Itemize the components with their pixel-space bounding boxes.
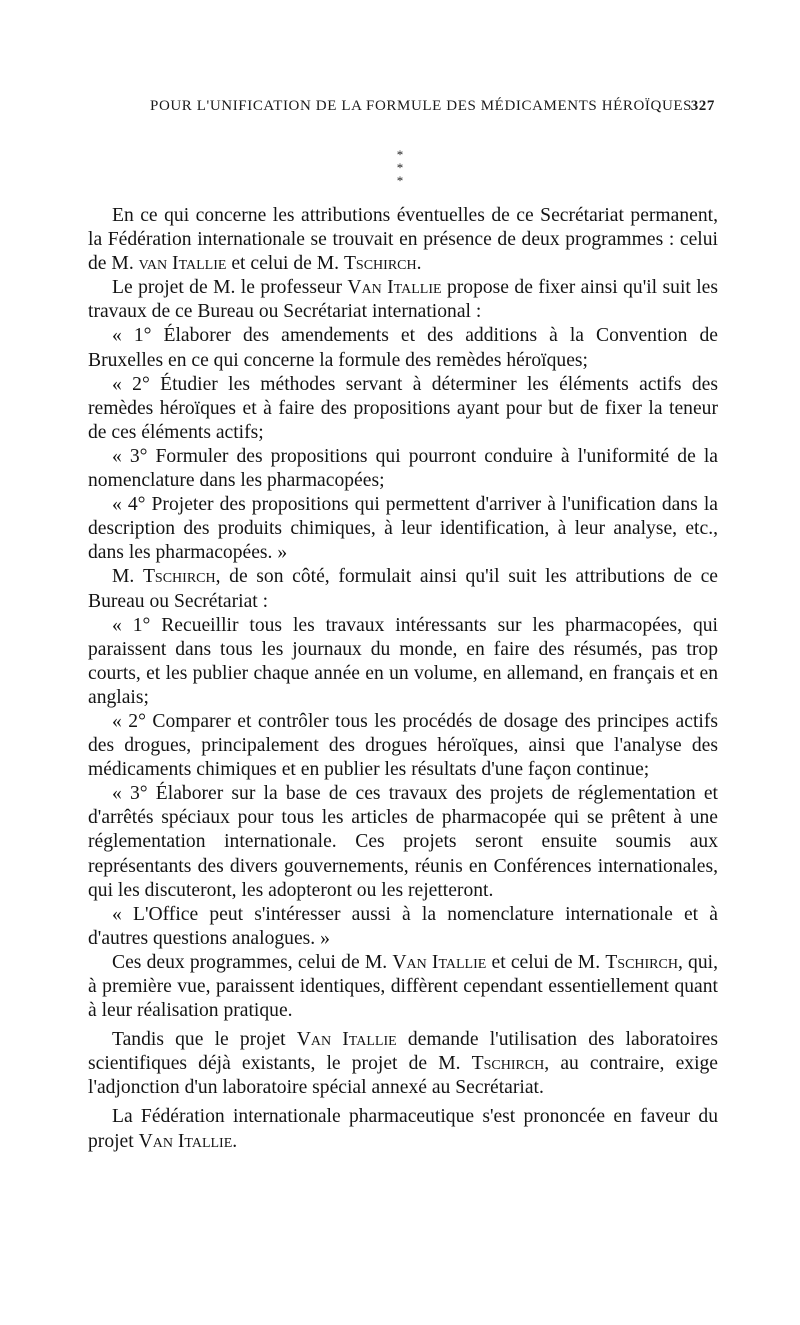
text-run: « 3° Élaborer sur la base de ces travaux des projets de réglementation et d'arrêtés spéciaux pour tous les articles de pharmacopée qui se prêtent à une réglementation internationale. Ces projets seront ensuite soumis aux représentants des divers gouvernements, réunis en Conférences internationales, qui les discuteront, les adopteront ou les rejetteront.: [88, 783, 718, 901]
text-run: Le projet de M. le professeur: [112, 277, 348, 299]
person-name: Van Itallie: [296, 1029, 397, 1051]
text-run: « L'Office peut s'intéresser aussi à la nomenclature internationale et à d'autres questions analogues. »: [88, 903, 718, 949]
text-run: En ce qui concerne les attributions éventuelles de ce Secrétariat permanent, la Fédération internationale se trouvait en présence de deux programmes : celui de M.: [88, 205, 718, 275]
text-run: M.: [112, 566, 143, 588]
text-run: , qui, à première vue, paraissent identiques, diffèrent cependant essentiellement quant à leur réalisation pratique.: [88, 951, 718, 1022]
person-name: Tschirch: [142, 566, 216, 588]
paragraph: [88, 493, 718, 565]
text-run: et celui de M.: [226, 253, 344, 275]
person-name: Van Itallie: [392, 951, 487, 973]
paragraph: [88, 1105, 718, 1153]
text-run: , de son côté, formulait ainsi qu'il suit les attributions de ce Bureau ou Secrétariat :: [88, 566, 718, 612]
text-run: « 4° Projeter des propositions qui permettent d'arriver à l'unification dans la description des produits chimiques, à leur identification, à leur analyse, etc., dans les pharmacopées. »: [88, 494, 718, 564]
body-text: [88, 204, 718, 1154]
person-name: Tschirch: [343, 253, 417, 275]
person-name: Van Itallie: [347, 277, 442, 299]
text-run: « 3° Formuler des propositions qui pourront conduire à l'uniformité de la nomenclature dans les pharmacopées;: [88, 445, 718, 492]
paragraph: [88, 204, 718, 276]
asterism-bottom-stars: * *: [396, 160, 410, 188]
person-name: Tschirch: [471, 1053, 545, 1075]
text-run: Tandis que le projet: [112, 1029, 297, 1051]
text-run: , au contraire, exige l'adjonction d'un laboratoire spécial annexé au Secrétariat.: [88, 1053, 719, 1099]
text-run: « 1° Élaborer des amendements et des additions à la Convention de Bruxelles en ce qui concerne la formule des remèdes héroïques;: [88, 325, 718, 371]
paragraph: [88, 710, 718, 782]
paragraph: [88, 951, 718, 1023]
person-name: Tschirch: [605, 951, 678, 973]
text-run: demande l'utilisation des laboratoires scientifiques déjà existants, le projet de M.: [88, 1029, 718, 1075]
paragraph: [88, 373, 718, 445]
text-run: .: [232, 1130, 238, 1152]
person-name: van Itallie: [138, 253, 227, 275]
text-run: « 2° Comparer et contrôler tous les procédés de dosage des principes actifs des drogues, principalement des drogues héroïques, ainsi que l'analyse des médicaments chimiques et en publier les résultats d'une façon continue;: [88, 710, 718, 781]
text-run: propose de fixer ainsi qu'il suit les travaux de ce Bureau ou Secrétariat international :: [88, 277, 718, 323]
text-run: Ces deux programmes, celui de M.: [112, 951, 393, 973]
text-run: et celui de M.: [486, 951, 606, 973]
paragraph: [88, 324, 718, 372]
text-run: « 1° Recueillir tous les travaux intéressants sur les pharmacopées, qui paraissent dans tous les journaux du monde, en faire des résumés, pas trop courts, et les publier chaque année en un volume, en allemand, en français et en anglais;: [88, 614, 718, 708]
paragraph: [88, 903, 718, 951]
running-header: [150, 98, 715, 120]
paragraph: [88, 782, 718, 902]
text-run: La Fédération internationale pharmaceutique s'est prononcée en faveur du projet: [88, 1106, 718, 1152]
paragraph: [88, 565, 718, 613]
text-run: « 2° Étudier les méthodes servant à déterminer les éléments actifs des remèdes héroïques et à faire des propositions ayant pour but de fixer la teneur de ces éléments actifs;: [88, 373, 718, 443]
text-run: .: [416, 253, 422, 275]
page-number: 327: [690, 98, 715, 114]
paragraph: [88, 614, 718, 710]
section-separator-asterism: [380, 147, 420, 188]
running-title: POUR L'UNIFICATION DE LA FORMULE DES MÉDICAMENTS HÉROÏQUES: [150, 98, 693, 114]
paragraph: [88, 276, 718, 324]
paragraph: [88, 445, 718, 493]
person-name: Van Itallie: [138, 1130, 233, 1152]
asterism-top-star: *: [396, 147, 404, 162]
paragraph: [88, 1028, 718, 1100]
